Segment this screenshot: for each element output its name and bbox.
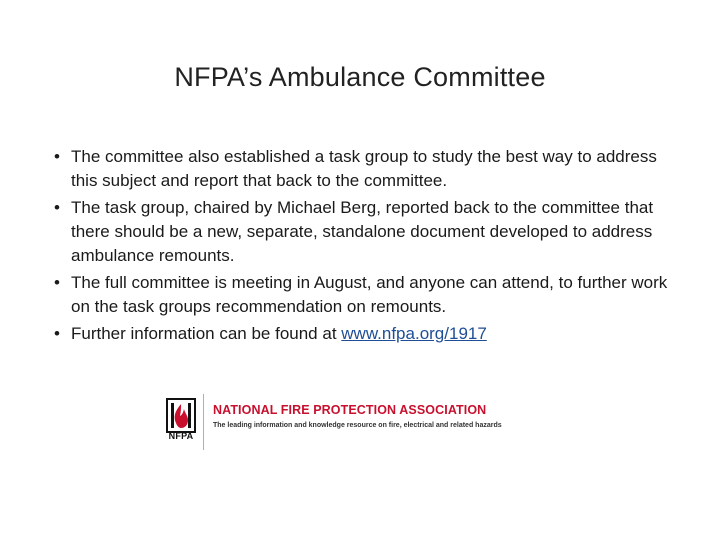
bullet-text: Further information can be found at xyxy=(71,324,342,343)
bullet-text: The task group, chaired by Michael Berg, reported back to the committee that there should be a new, separate, standalone document developed to address ambulance remounts. xyxy=(71,198,654,265)
bullet-text: The full committee is meeting in August, and anyone can attend, to further work on the task groups recommendation on remounts. xyxy=(71,273,668,316)
bullet-marker: • xyxy=(54,198,60,217)
bullet-item xyxy=(54,271,684,319)
logo-divider xyxy=(203,394,204,450)
bullet-item xyxy=(54,196,684,268)
logo-organization-name: NATIONAL FIRE PROTECTION ASSOCIATION xyxy=(213,403,487,417)
bullet-marker: • xyxy=(54,273,60,292)
bullet-marker: • xyxy=(54,324,60,343)
bullet-item xyxy=(54,145,684,193)
bullet-text: The committee also established a task group to study the best way to address this subject and report that back to the committee. xyxy=(71,147,657,190)
bullet-marker: • xyxy=(54,147,60,166)
bullet-list xyxy=(54,145,684,349)
nfpa-logo xyxy=(163,394,553,450)
nfpa-logo-mark-text: NFPA xyxy=(168,431,194,441)
nfpa-1917-link[interactable]: www.nfpa.org/1917 xyxy=(341,324,487,343)
slide-title: NFPA’s Ambulance Committee xyxy=(174,62,546,92)
logo-tagline: The leading information and knowledge resource on fire, electrical and related hazards xyxy=(213,422,502,429)
bullet-item xyxy=(54,322,684,346)
